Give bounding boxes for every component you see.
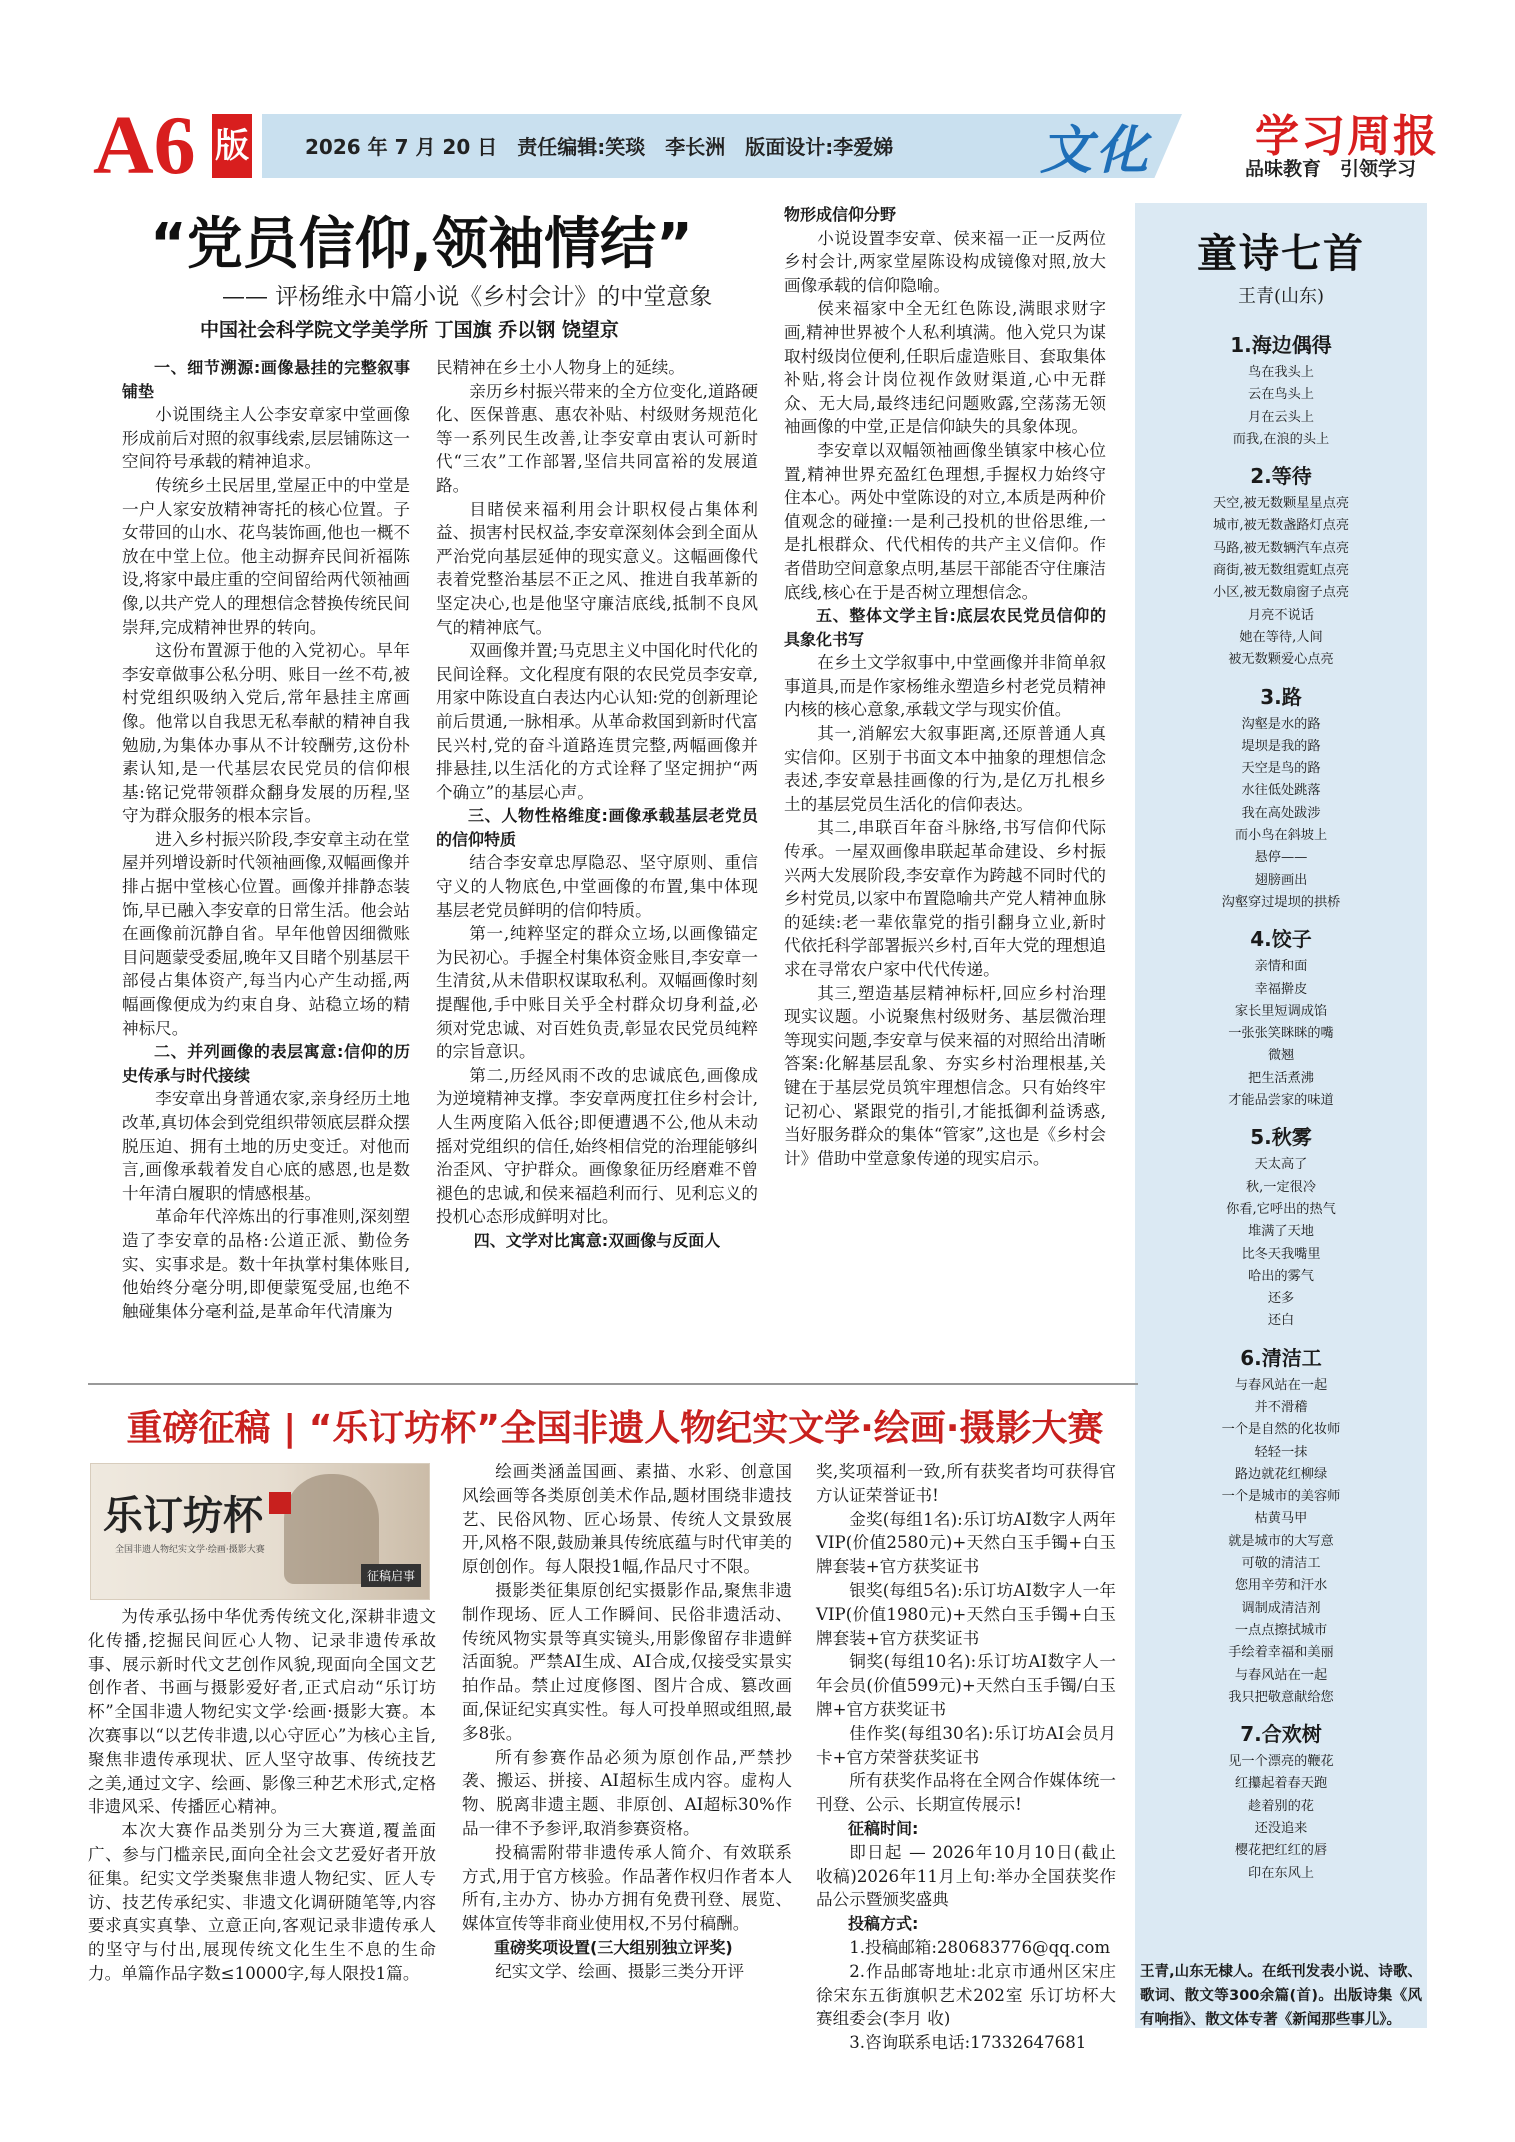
poem-line: 您用辛劳和汗水 [1234,1578,1328,1594]
paragraph: 传统乡土民居里,堂屋正中的中堂是一户人家安放精神寄托的核心位置。子女带回的山水、花鸟装饰画,他也一概不放在中堂上位。他主动摒弃民间祈福陈设,将家中最庄重的空间留给两代领袖画像,以共产党人的理想信念替换传统民间崇拜,完成精神世界的转向。 [122,475,410,637]
poem-line: 幸福擀皮 [1254,981,1308,997]
poem-title: 6.清洁工 [1240,1345,1322,1370]
paragraph: 金奖(每组1名):乐订坊AI数字人两年VIP(价值2580元)+天然白玉手镯+白玉牌套装+官方获奖证书 [816,1509,1116,1577]
paragraph: 所有获奖作品将在全网合作媒体统一刊登、公示、长期宣传展示! [816,1771,1116,1815]
poem-section-title: 童诗七首 [1197,230,1365,277]
poem-line: 月在云头上 [1248,409,1314,425]
poem-line: 鸟在我头上 [1248,365,1314,380]
paragraph: 第一,纯粹坚定的群众立场,以画像锚定为民初心。手握全村集体资金账目,李安章一生清贫,从未借职权谋取私利。双幅画像时刻提醒他,手中账目关乎全村群众切身利益,必须对党忠诚、对百姓负责,彰显农民党员纯粹的宗旨意识。 [436,924,758,1062]
poem-line: 天空是鸟的路 [1241,761,1321,777]
poem-line: 印在东风上 [1248,1865,1314,1881]
poem-line: 并不滑稽 [1254,1399,1308,1415]
poem-line: 月亮不说话 [1248,607,1314,623]
poem-title: 5.秋雾 [1250,1125,1312,1150]
poem-line: 堆满了天地 [1248,1224,1314,1240]
poem-line: 可敬的清洁工 [1241,1556,1321,1572]
poem-line: 才能品尝家的味道 [1228,1093,1334,1109]
article-column-1 [122,356,410,1323]
poster-badge: 征稿启事 [361,1564,421,1587]
section-heading: 投稿方式: [848,1914,919,1934]
paragraph: 这份布置源于他的入党初心。早年李安章做事公私分明、账目一丝不苟,被村党组织吸纳入党后,常年悬挂主席画像。他常以自我思无私奉献的精神自我勉励,为集体办事从不计较酬劳,这份朴素认知,是一代基层农民党员的信仰根基:铭记党带领群众翻身发展的历程,坚守为群众服务的根本宗旨。 [122,641,410,826]
paragraph: 奖,奖项福利一致,所有获奖者均可获得官方认证荣誉证书! [816,1462,1116,1505]
poem-line: 我只把敬意献给您 [1228,1689,1334,1705]
paragraph: 其一,消解宏大叙事距离,还原普通人真实信仰。区别于书面文本中抽象的理想信念表述,李安章悬挂画像的行为,是亿万扎根乡土的基层党员生活化的信仰表达。 [784,724,1106,814]
poem-line: 马路,被无数辆汽车点亮 [1212,540,1350,556]
poem-line: 堤坝是我的路 [1241,738,1321,754]
paragraph: 第二,历经风雨不改的忠诚底色,画像成为逆境精神支撑。李安章两度扛住乡村会计,人生两度陷入低谷;即便遭遇不公,他从未动摇对党组织的信任,始终相信党的治理能够纠治歪风、守护群众。画像象征历经磨难不曾褪色的忠诚,和侯来福趋利而行、见利忘义的投机心态形成鲜明对比。 [436,1065,758,1227]
paragraph: 3.咨询联系电话:17332647681 [849,2033,1087,2053]
article-column-3 [784,203,1106,1170]
section-heading: 五、整体文学主旨:底层农民党员信仰的具象化书写 [784,606,1106,649]
poem-line: 而小鸟在斜坡上 [1234,828,1328,844]
poem-author: 王青(山东) [1237,286,1325,307]
poem-list [1135,320,1427,1885]
poem-line: 沟壑是水的路 [1241,716,1321,732]
poem-line: 枯黄马甲 [1254,1511,1308,1527]
author-bio: 王青,山东无棣人。在纸刊发表小说、诗歌、歌词、散文等300余篇(首)。出版诗集《风有响指》、散文体专著《新闻那些事儿》。 [1140,1964,1422,2028]
poem-line: 翅膀画出 [1254,872,1308,888]
poem-title: 4.饺子 [1250,927,1312,952]
poem-line: 见一个漂亮的鞭花 [1228,1754,1334,1770]
poem-line: 红攥起着春天跑 [1234,1776,1328,1792]
poem-line: 轻轻一抹 [1254,1444,1308,1460]
poem-line: 与春风站在一起 [1234,1377,1328,1393]
poem-line: 城市,被无数盏路灯点亮 [1212,518,1350,534]
poem-line: 还没追来 [1254,1821,1308,1837]
poem-line: 还多 [1267,1291,1295,1307]
paragraph: 结合李安章忠厚隐忍、坚守原则、重信守义的人物底色,中堂画像的布置,集中体现基层老党员鲜明的信仰特质。 [436,853,758,920]
poem-line: 一点点擦拭城市 [1234,1622,1328,1638]
paragraph: 本次大赛作品类别分为三大赛道,覆盖面广、参与门槛亲民,面向全社会文艺爱好者开放征集。纪实文学类聚焦非遗人物纪实、匠人专访、技艺传承纪实、非遗文化调研随笔等,内容要求真实真挚、立意正向,客观记录非遗传承人的坚守与付出,展现传统文化生生不息的生命力。单篇作品字数≤10000字,每人限投1篇。 [88,1821,436,1983]
poem-line: 比冬天我嘴里 [1241,1246,1321,1262]
poem-line: 家长里短调成馅 [1234,1003,1328,1019]
poem-line: 她在等待,人间 [1239,629,1323,645]
section-heading: 征稿时间: [848,1818,919,1838]
article-authors: 中国社会科学院文学美学所 丁国旗 乔以钢 饶望京 [200,319,619,341]
paragraph: 进入乡村振兴阶段,李安章主动在堂屋并列增设新时代领袖画像,双幅画像并排占据中堂核心位置。画像并排静态装饰,早已融入李安章的日常生活。他会站在画像前沉静自省。早年他曾因细微账目问题蒙受委屈,晚年又目睹个别基层干部侵占集体资产,每当内心产生动摇,两幅画像便成为约束自身、站稳立场的精神标尺。 [122,829,410,1038]
paragraph: 所有参赛作品必须为原创作品,严禁抄袭、搬运、拼接、AI超标生成内容。虚构人物、脱离非遗主题、非原创、AI超标30%作品一律不予参评,取消参赛资格。 [462,1747,792,1838]
paragraph: 小说围绕主人公李安章家中堂画像形成前后对照的叙事线索,层层铺陈这一空间符号承载的精神追求。 [122,405,410,472]
contest-poster-image [90,1463,430,1600]
section-divider [88,1383,1138,1385]
paragraph: 即日起 — 2026年10月10日(截止收稿)2026年11月上旬:举办全国获奖作品公示暨颁奖盛典 [816,1842,1116,1910]
paragraph: 铜奖(每组10名):乐订坊AI数字人一年会员(价值599元)+天然白玉手镯/白玉牌+官方获奖证书 [816,1652,1116,1719]
poem-line: 天空,被无数颗星星点亮 [1212,496,1350,512]
poem-line: 还白 [1267,1313,1295,1329]
poem-title: 1.海边偶得 [1230,333,1332,357]
poem-line: 水往低处跳落 [1241,783,1321,799]
poem-line: 微翘 [1267,1048,1295,1064]
section-heading: 三、人物性格维度:画像承载基层老党员的信仰特质 [436,806,758,849]
poem-line: 一个是城市的美容师 [1221,1489,1341,1505]
paragraph: 投稿需附带非遗传承人简介、有效联系方式,用于官方核验。作品著作权归作者本人所有,主办方、协办方拥有免费刊登、展览、媒体宣传等非商业使用权,不另付稿酬。 [462,1842,792,1934]
poem-line: 就是城市的大写意 [1228,1533,1334,1549]
paragraph: 1.投稿邮箱:280683776@qq.com [849,1937,1111,1957]
article-column-2 [436,356,758,1253]
section-name: 文化 [1040,121,1153,181]
paragraph: 侯来福家中全无红色陈设,满眼求财字画,精神世界被个人私利填满。他入党只为谋取村级岗位便利,任职后虚造账目、套取集体补贴,将会计岗位视作敛财渠道,心中无群众、无大局,最终违纪问题败露,空荡荡无领袖画像的中堂,正是信仰缺失的具象体现。 [784,299,1106,437]
poster-seal [269,1492,291,1514]
poem-line: 商街,被无数组霓虹点亮 [1212,563,1350,579]
paragraph: 2.作品邮寄地址:北京市通州区宋庄徐宋东五街旗帜艺术202室 乐订坊杯大赛组委会(李月 收) [816,1961,1116,2029]
paragraph: 摄影类征集原创纪实摄影作品,聚焦非遗制作现场、匠人工作瞬间、民俗非遗活动、传统风物实景等真实镜头,用影像留存非遗鲜活面貌。严禁AI生成、AI合成,仅接受实景实拍作品。禁止过度修图、图片合成、篡改画面,保证纪实真实性。每人可投单照或组照,最多8张。 [462,1580,792,1743]
contest-column-1 [88,1605,436,1986]
poem-line: 路边就花红柳绿 [1234,1466,1328,1482]
contest-column-3 [816,1460,1116,2055]
poem-line: 一张张笑眯眯的嘴 [1228,1026,1334,1042]
poem-line: 哈出的雾气 [1248,1268,1314,1284]
paragraph: 亲历乡村振兴带来的全方位变化,道路硬化、医保普惠、惠农补贴、村级财务规范化等一系列民生改善,让李安章由衷认可新时代“三农”工作部署,坚信共同富裕的发展道路。 [436,381,758,495]
article-title: “党员信仰,领袖情结” [150,212,693,277]
poem-line: 悬停—— [1254,850,1308,866]
paragraph: 其二,串联百年奋斗脉络,书写信仰代际传承。一屋双画像串联起革命建设、乡村振兴两大发展阶段,李安章作为跨越不同时代的乡村党员,以家中布置隐喻共产党人精神血脉的延续:老一辈依靠党的指引翻身立业,新时代依托科学部署振兴乡村,百年大党的理想追求在寻常农户家中代代传递。 [784,818,1106,979]
paragraph: 双画像并置;马克思主义中国化时代化的民间诠释。文化程度有限的农民党员李安章,用家中陈设直白表达内心认知:党的创新理论前后贯通,一脉相承。从革命救国到新时代富民兴村,党的奋斗道路连贯完整,两幅画像并排悬挂,以生活化的方式诠释了坚定拥护“两个确立”的基层心声。 [436,641,758,802]
paragraph: 小说设置李安章、侯来福一正一反两位乡村会计,两家堂屋陈设构成镜像对照,放大画像承载的信仰隐喻。 [784,228,1106,295]
poem-line: 趁着别的花 [1248,1798,1314,1814]
poem-title: 3.路 [1260,684,1302,709]
paragraph: 为传承弘扬中华优秀传统文化,深耕非遗文化传播,挖掘民间匠心人物、记录非遗传承故事、展示新时代文艺创作风貌,现面向全国文艺创作者、书画与摄影爱好者,正式启动“乐订坊杯”全国非遗人物纪实文学·绘画·摄影大赛。本次赛事以“以艺传非遗,以心守匠心”为核心主旨,聚焦非遗传承现状、匠人坚守故事、传统技艺之美,通过文字、绘画、影像三种艺术形式,定格非遗风采、传播匠心精神。 [88,1607,436,1817]
poem-line: 云在鸟头上 [1248,387,1314,403]
poem-line: 与春风站在一起 [1234,1667,1328,1683]
poem-line: 把生活煮沸 [1248,1070,1314,1086]
poem-line: 调制成清洁剂 [1241,1600,1321,1616]
poem-line: 手绘着幸福和美丽 [1228,1645,1334,1661]
paragraph: 其三,塑造基层精神标杆,回应乡村治理现实议题。小说聚焦村级财务、基层微治理等现实问题,李安章与侯来福的对照给出清晰答案:化解基层乱象、夯实乡村治理根基,关键在于基层党员筑牢理想信念。只有始终牢记初心、紧跟党的指引,才能抵御利益诱惑,当好服务群众的集体“管家”,这也是《乡村会计》借助中堂意象传递的现实启示。 [784,983,1106,1168]
poem-line: 秋,一定很冷 [1245,1179,1317,1195]
poem-line: 被无数颗爱心点亮 [1228,652,1334,668]
poster-subtitle: 全国非遗人物纪实文学·绘画·摄影大赛 [115,1545,265,1555]
poem-line: 小区,被无数扇窗子点亮 [1212,585,1350,601]
poem-line: 你看,它呼出的热气 [1226,1201,1336,1217]
page-suffix: 版 [212,114,252,178]
poem-line: 樱花把红红的唇 [1234,1843,1328,1859]
article-subtitle: —— 评杨维永中篇小说《乡村会计》的中堂意象 [222,284,713,310]
newspaper-slogan: 品味教育 引领学习 [1245,158,1417,180]
paragraph: 在乡土文学叙事中,中堂画像并非简单叙事道具,而是作家杨维永塑造乡村老党员精神内核的核心意象,承载文学与现实价值。 [784,653,1106,720]
paragraph: 纪实文学、绘画、摄影三类分开评 [495,1961,745,1981]
poem-line: 亲情和面 [1254,959,1308,975]
paragraph: 佳作奖(每组30名):乐订坊AI会员月卡+官方荣誉获奖证书 [816,1723,1116,1767]
paragraph: 银奖(每组5名):乐订坊AI数字人一年VIP(价值1980元)+天然白玉手镯+白玉牌套装+官方获奖证书 [816,1580,1116,1648]
poem-line: 而我,在浪的头上 [1232,431,1330,447]
poem-line: 我在高处跋涉 [1241,805,1321,821]
section-heading: 重磅奖项设置(三大组别独立评奖) [494,1937,733,1957]
poem-title: 7.合欢树 [1240,1722,1322,1747]
contest-title: 重磅征稿 | “乐订坊杯”全国非遗人物纪实文学·绘画·摄影大赛 [126,1408,1104,1449]
section-heading: 二、并列画像的表层寓意:信仰的历史传承与时代接续 [122,1042,410,1085]
contest-column-2 [462,1460,792,1984]
paragraph: 革命年代淬炼出的行事准则,深刻塑造了李安章的品格:公道正派、勤俭务实、实事求是。数十年执掌村集体账目,他始终分毫分明,即便蒙冤受屈,也绝不触碰集体分毫利益,是革命年代清廉为 [122,1207,410,1321]
page-number: A6 [93,99,196,192]
newspaper-logo: 学习周报 [1255,111,1439,162]
poem-title: 2.等待 [1250,464,1312,489]
header-info: 2026 年 7 月 20 日 责任编辑:笑琰 李长洲 版面设计:李爱娣 [305,135,894,159]
poem-line: 天太高了 [1254,1157,1308,1173]
poem-line: 沟壑穿过堤坝的拱桥 [1221,894,1341,910]
section-heading: 四、文学对比寓意:双画像与反面人 [473,1230,721,1250]
paragraph: 绘画类涵盖国画、素描、水彩、创意国风绘画等各类原创美术作品,题材围绕非遗技艺、民俗风物、匠心场景、传统人文景致展开,风格不限,鼓励兼具传统底蕴与时代审美的原创创作。每人限投1幅,作品尺寸不限。 [462,1462,792,1577]
paragraph: 李安章以双幅领袖画像坐镇家中核心位置,精神世界充盈红色理想,手握权力始终守住本心。两处中堂陈设的对立,本质是两种价值观念的碰撞:一是利己投机的世俗思维,一是扎根群众、代代相传的共产主义信仰。作者借助空间意象点明,基层干部能否守住廉洁底线,核心在于是否树立理想信念。 [784,440,1106,602]
section-heading: 一、细节溯源:画像悬挂的完整叙事铺垫 [122,358,410,401]
paragraph: 李安章出身普通农家,亲身经历土地改革,真切体会到党组织带领底层群众摆脱压迫、拥有土地的历史变迁。对他而言,画像承载着发自心底的感恩,也是数十年清白履职的情感根基。 [122,1089,410,1203]
paragraph: 目睹侯来福利用会计职权侵占集体利益、损害村民权益,李安章深刻体会到全面从严治党向基层延伸的现实意义。这幅画像代表着党整治基层不正之风、推进自我革新的坚定决心,也是他坚守廉洁底线,抵制不良风气的精神底气。 [436,499,758,637]
section-heading: 物形成信仰分野 [784,205,897,224]
paragraph: 民精神在乡土小人物身上的延续。 [436,358,685,377]
poem-line: 一个是自然的化妆师 [1221,1422,1341,1438]
poster-title: 乐订坊杯 [103,1492,263,1539]
